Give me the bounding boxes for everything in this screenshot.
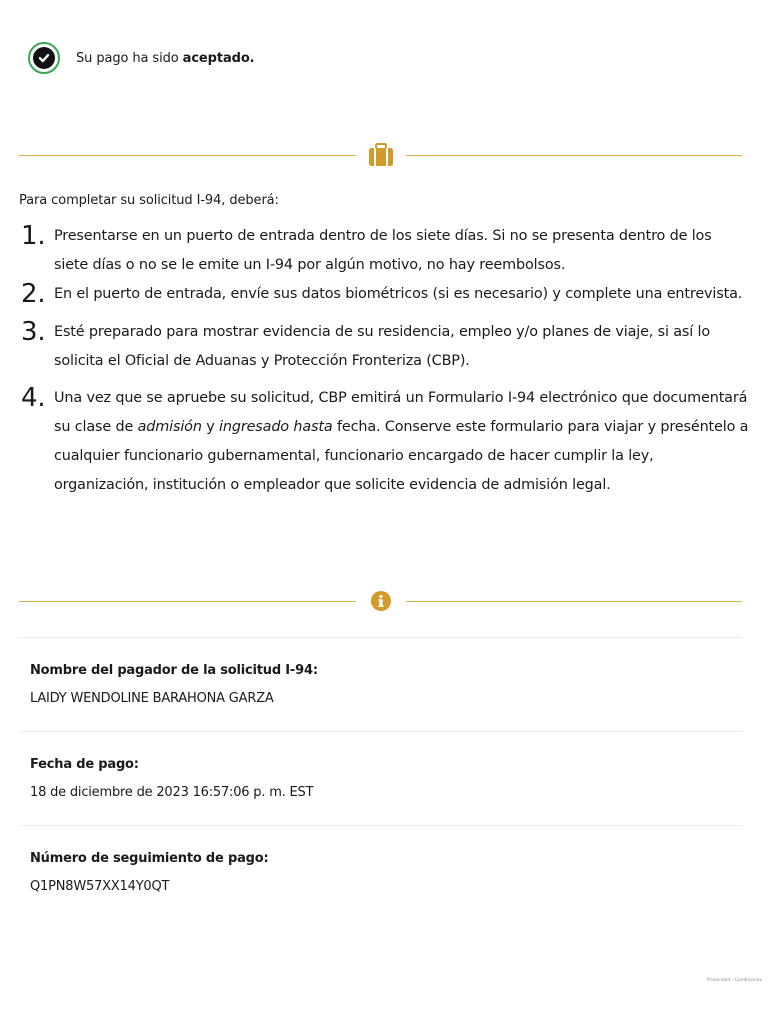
step-number: 3. (21, 317, 46, 347)
section-divider (19, 586, 742, 616)
step-text: Presentarse en un puerto de entrada dentro de los siete días. Si no se presenta dentro de los siete días o no se le emite un I-94 por algún motivo, no hay reembolsos. (54, 228, 712, 273)
payer-name-label: Nombre del pagador de la solicitud I-94: (30, 663, 318, 678)
tracking-number-label: Número de seguimiento de pago: (30, 851, 269, 866)
footer-links: Privacidad - Condiciones (706, 978, 762, 983)
step-number: 4. (21, 383, 46, 413)
terms-link[interactable]: Condiciones (734, 978, 762, 983)
tracking-number-row (19, 825, 742, 919)
privacy-link[interactable]: Privacidad (706, 978, 731, 983)
instructions-intro: Para completar su solicitud I-94, deberá: (19, 193, 279, 208)
step-text: Esté preparado para mostrar evidencia de su residencia, empleo y/o planes de viaje, si así lo solicita el Oficial de Aduanas y Protección Fronteriza (CBP). (54, 324, 711, 369)
step-text: En el puerto de entrada, envíe sus datos biométricos (si es necesario) y complete una entrevista. (54, 286, 743, 302)
payment-details (19, 637, 742, 919)
list-item (19, 318, 749, 376)
step-number: 1. (21, 221, 46, 251)
payer-name-value: LAIDY WENDOLINE BARAHONA GARZA (30, 691, 274, 706)
payer-name-row (19, 637, 742, 731)
info-icon (356, 591, 406, 611)
step-text: Una vez que se apruebe su solicitud, CBP emitirá un Formulario I-94 electrónico que documentará su clase de admisión y ingresado hasta fecha. Conserve este formulario para viajar y preséntelo a cualquier funcionario gubernamental, funcionario encargado de hacer cumplir la ley, organización, institución o empleador que solicite evidencia de admisión legal. (54, 390, 749, 493)
payment-date-label: Fecha de pago: (30, 757, 139, 772)
check-circle-icon (28, 42, 60, 74)
section-divider (19, 140, 742, 170)
payment-status (28, 40, 255, 76)
list-item (19, 280, 749, 310)
payment-date-value: 18 de diciembre de 2023 16:57:06 p. m. EST (30, 785, 314, 800)
status-message: Su pago ha sido aceptado. (76, 50, 255, 66)
step-number: 2. (21, 279, 46, 309)
list-item (19, 222, 749, 280)
payment-date-row (19, 731, 742, 825)
tracking-number-value: Q1PN8W57XX14Y0QT (30, 879, 170, 894)
list-item (19, 384, 749, 500)
instructions-list (19, 222, 749, 500)
suitcase-icon (356, 143, 406, 167)
status-emphasis: aceptado. (182, 50, 255, 66)
